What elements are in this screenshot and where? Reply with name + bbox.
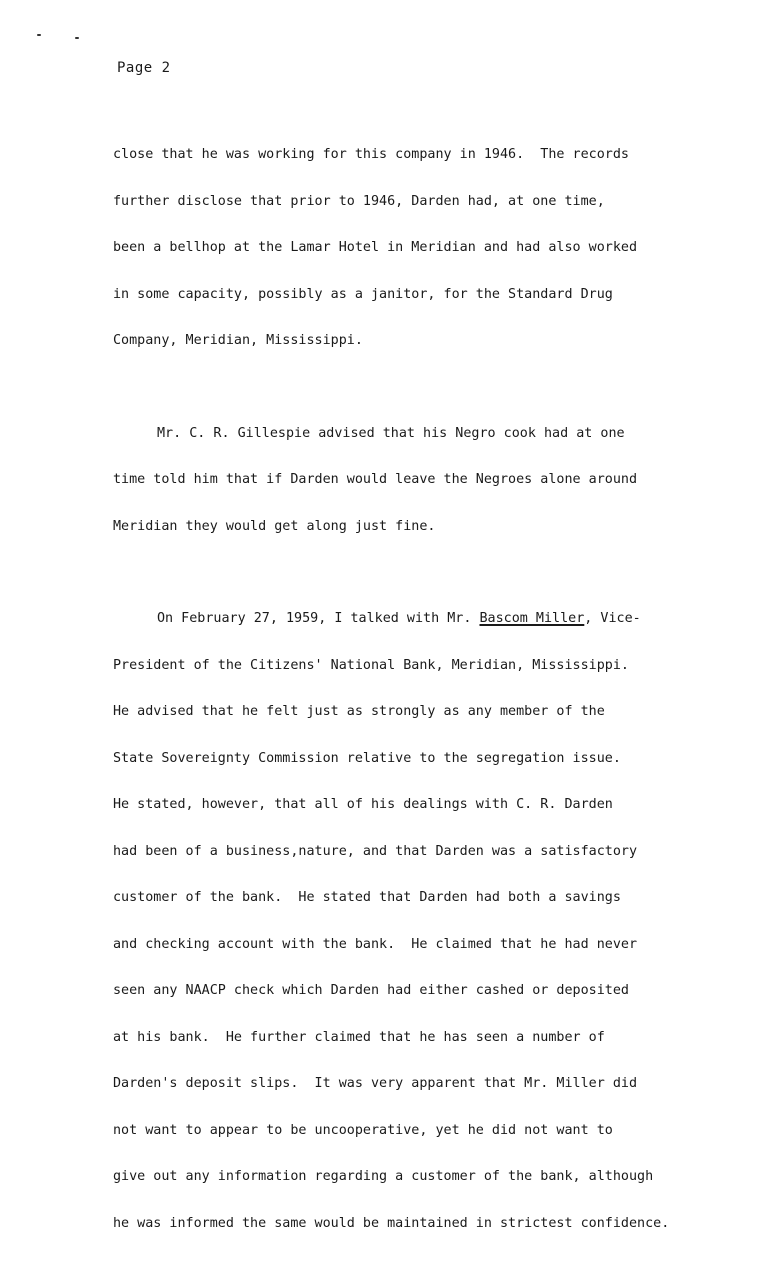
text-line-content: Mr. C. R. Gillespie advised that his Negro cook had at one — [157, 425, 625, 441]
text-line: he was informed the same would be maintained in strictest confidence. — [113, 1215, 670, 1231]
text-line: further disclose that prior to 1946, Darden had, at one time, — [113, 193, 605, 209]
text-line: time told him that if Darden would leave the Negroes alone around — [113, 472, 638, 487]
text-line — [113, 611, 733, 627]
letter-body — [113, 116, 733, 1277]
paragraph-3 — [113, 580, 733, 1262]
text-line: been a bellhop at the Lamar Hotel in Meridian and had also worked — [113, 240, 638, 255]
text-line: seen any NAACP check which Darden had either cashed or deposited — [113, 983, 629, 998]
page-number: Page 2 — [117, 60, 171, 76]
text-line: President of the Citizens' National Bank, Meridian, Mississippi. — [113, 657, 629, 673]
text-line — [113, 426, 733, 442]
text-line: He stated, however, that all of his dealings with C. R. Darden — [113, 797, 613, 812]
text-line-end: , Vice- — [584, 611, 641, 626]
paragraph-1 — [113, 116, 733, 380]
text-line: He advised that he felt just as strongly as any member of the — [113, 704, 605, 719]
text-line: Meridian they would get along just fine. — [113, 518, 436, 534]
underlined-name: Bascom Miller — [479, 611, 585, 626]
text-line: at his bank. He further claimed that he has seen a number of — [113, 1029, 605, 1045]
text-line: Company, Meridian, Mississippi. — [113, 333, 363, 348]
text-line-start: On February 27, 1959, I talked with Mr. — [157, 611, 480, 626]
paragraph-2 — [113, 395, 733, 566]
text-line: not want to appear to be uncooperative, yet he did not want to — [113, 1122, 613, 1138]
text-line: customer of the bank. He stated that Darden had both a savings — [113, 890, 621, 905]
text-line: and checking account with the bank. He claimed that he had never — [113, 936, 638, 952]
scan-speck — [37, 34, 41, 36]
text-line: in some capacity, possibly as a janitor, for the Standard Drug — [113, 286, 613, 302]
scan-speck — [75, 37, 79, 39]
text-line: State Sovereignty Commission relative to the segregation issue. — [113, 750, 621, 766]
text-line: close that he was working for this company in 1946. The records — [113, 147, 629, 162]
text-line: give out any information regarding a customer of the bank, although — [113, 1169, 654, 1184]
text-line: Darden's deposit slips. It was very apparent that Mr. Miller did — [113, 1076, 638, 1091]
text-line: had been of a business,nature, and that Darden was a satisfactory — [113, 843, 638, 859]
